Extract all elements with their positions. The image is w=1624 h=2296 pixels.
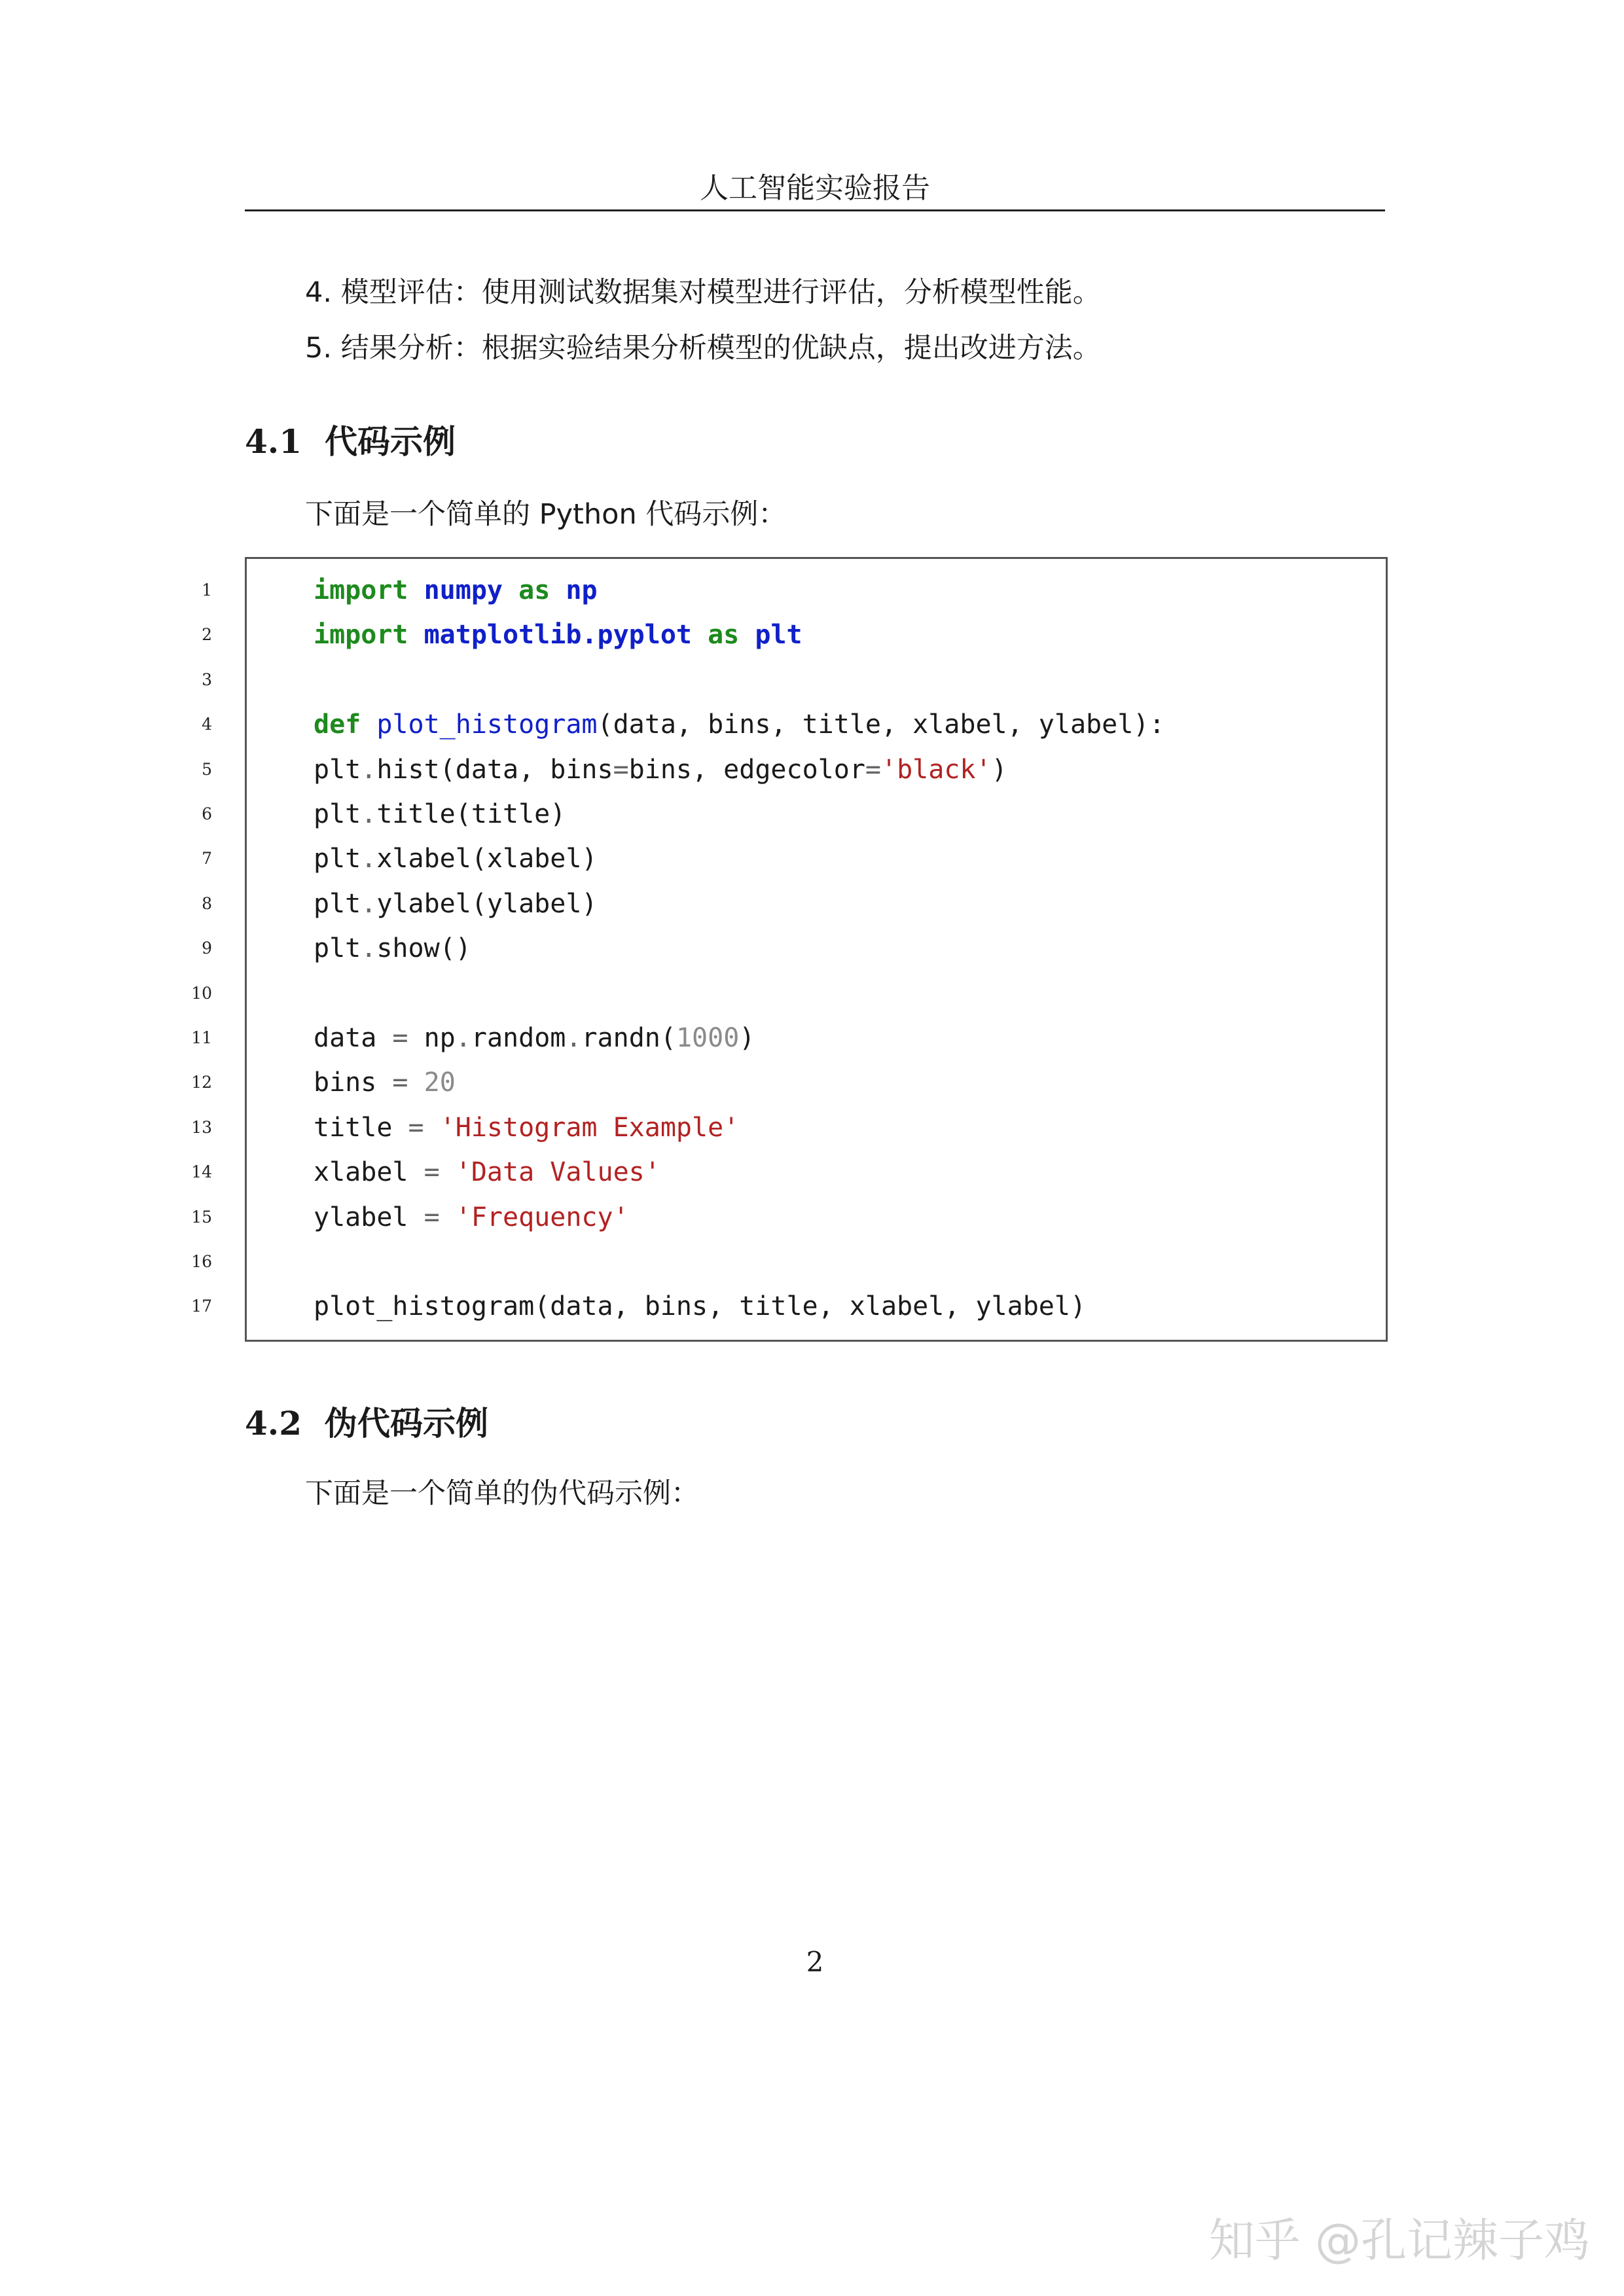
code-token: = bbox=[865, 755, 881, 785]
code-line-number: 12 bbox=[191, 1073, 212, 1092]
code-line bbox=[314, 1195, 629, 1240]
code-token: np bbox=[408, 1023, 456, 1053]
code-token: title(title) bbox=[376, 799, 566, 829]
code-line bbox=[314, 882, 598, 926]
code-line-number: 16 bbox=[191, 1252, 212, 1271]
section-title: 代码示例 bbox=[325, 423, 456, 461]
code-line-number: 11 bbox=[191, 1028, 212, 1047]
code-token: show() bbox=[376, 933, 471, 963]
code-token: def bbox=[314, 709, 361, 740]
code-token: ylabel(ylabel) bbox=[376, 889, 598, 919]
code-token: plt bbox=[314, 755, 361, 785]
code-token: np bbox=[566, 575, 598, 605]
code-token: xlabel bbox=[314, 1157, 424, 1187]
code-line-number: 3 bbox=[202, 670, 212, 689]
code-token: = bbox=[392, 1067, 408, 1098]
code-token bbox=[440, 1202, 456, 1232]
code-token: hist(data, bins bbox=[376, 755, 613, 785]
code-token: ) bbox=[991, 755, 1007, 785]
code-token: 'Data Values' bbox=[455, 1157, 660, 1187]
code-token bbox=[739, 620, 755, 650]
code-token: = bbox=[392, 1023, 408, 1053]
code-token bbox=[440, 1157, 456, 1187]
code-token: data bbox=[314, 1023, 393, 1053]
code-token: plt bbox=[314, 844, 361, 874]
code-token bbox=[408, 620, 424, 650]
code-token bbox=[692, 620, 708, 650]
code-line bbox=[314, 926, 471, 971]
code-token: random bbox=[471, 1023, 566, 1053]
code-line-number: 15 bbox=[191, 1208, 212, 1227]
code-line-number: 14 bbox=[191, 1162, 212, 1181]
section-number: 4.1 bbox=[245, 422, 302, 461]
code-token: bins, edgecolor bbox=[628, 755, 865, 785]
code-line bbox=[314, 1105, 739, 1150]
code-token: ) bbox=[739, 1023, 755, 1053]
code-token bbox=[503, 575, 518, 605]
code-token: plt bbox=[314, 933, 361, 963]
list-item-model-evaluation: 4. 模型评估：使用测试数据集对模型进行评估，分析模型性能。 bbox=[305, 276, 1101, 309]
code-token: 20 bbox=[424, 1067, 456, 1098]
code-token: title bbox=[314, 1113, 408, 1143]
code-token: import bbox=[314, 575, 408, 605]
code-token: = bbox=[424, 1202, 440, 1232]
code-token: . bbox=[361, 755, 377, 785]
code-line-number: 8 bbox=[202, 894, 212, 913]
code-line-number: 10 bbox=[191, 984, 212, 1003]
section-title: 伪代码示例 bbox=[325, 1405, 488, 1443]
section-number: 4.2 bbox=[245, 1404, 302, 1443]
code-token: = bbox=[408, 1113, 424, 1143]
code-token bbox=[424, 1113, 440, 1143]
code-token bbox=[408, 1067, 424, 1098]
code-token: numpy bbox=[424, 575, 503, 605]
code-token: 1000 bbox=[676, 1023, 740, 1053]
code-line-number: 7 bbox=[202, 849, 212, 868]
code-token: = bbox=[613, 755, 629, 785]
code-token: 'black' bbox=[881, 755, 992, 785]
section-intro-4-1: 下面是一个简单的 Python 代码示例： bbox=[305, 498, 787, 531]
code-line-number: 6 bbox=[202, 804, 212, 823]
code-token bbox=[550, 575, 566, 605]
code-token: . bbox=[361, 799, 377, 829]
section-intro-4-2: 下面是一个简单的伪代码示例： bbox=[305, 1477, 699, 1510]
code-token: (data, bins, title, xlabel, ylabel): bbox=[597, 709, 1165, 740]
code-token: . bbox=[361, 933, 377, 963]
code-line-number: 1 bbox=[202, 581, 212, 600]
code-line bbox=[314, 1060, 456, 1105]
code-token: bins bbox=[314, 1067, 393, 1098]
code-token: xlabel(xlabel) bbox=[376, 844, 598, 874]
code-token: plt bbox=[755, 620, 803, 650]
code-token: . bbox=[361, 844, 377, 874]
watermark: 知乎 @孔记辣子鸡 bbox=[1208, 2214, 1590, 2267]
code-token: 'Frequency' bbox=[455, 1202, 629, 1232]
code-line-number: 2 bbox=[202, 625, 212, 644]
code-token bbox=[361, 709, 376, 740]
header-rule bbox=[245, 209, 1385, 211]
code-token: . bbox=[361, 889, 377, 919]
section-heading-4-1 bbox=[245, 419, 456, 465]
code-token: . bbox=[566, 1023, 582, 1053]
code-line bbox=[314, 747, 1007, 792]
code-token: as bbox=[708, 620, 740, 650]
running-header: 人工智能实验报告 bbox=[700, 171, 930, 205]
code-line-number: 9 bbox=[202, 939, 212, 958]
code-token: import bbox=[314, 620, 408, 650]
code-line bbox=[314, 1284, 1086, 1329]
code-line bbox=[314, 1150, 660, 1194]
code-token: randn( bbox=[581, 1023, 676, 1053]
code-token: matplotlib.pyplot bbox=[424, 620, 692, 650]
code-line-number: 5 bbox=[202, 760, 212, 779]
page-number: 2 bbox=[806, 1946, 824, 1978]
code-token: plot_histogram bbox=[376, 709, 598, 740]
code-line-number: 13 bbox=[191, 1118, 212, 1137]
code-line-number: 17 bbox=[191, 1297, 212, 1316]
section-heading-4-2 bbox=[245, 1401, 488, 1446]
code-token: as bbox=[518, 575, 550, 605]
code-line bbox=[314, 792, 566, 836]
code-token: 'Histogram Example' bbox=[439, 1113, 740, 1143]
code-token: plt bbox=[314, 799, 361, 829]
list-item-result-analysis: 5. 结果分析：根据实验结果分析模型的优缺点，提出改进方法。 bbox=[305, 332, 1101, 365]
code-line bbox=[314, 702, 1164, 747]
code-line bbox=[314, 613, 803, 657]
code-line bbox=[314, 836, 598, 881]
code-token: plt bbox=[314, 889, 361, 919]
code-token bbox=[408, 575, 424, 605]
code-token: = bbox=[424, 1157, 440, 1187]
code-token: ylabel bbox=[314, 1202, 424, 1232]
code-line bbox=[314, 1016, 755, 1060]
code-token: . bbox=[455, 1023, 471, 1053]
code-token: plot_histogram(data, bins, title, xlabel, ylabel) bbox=[314, 1291, 1087, 1321]
code-line-number: 4 bbox=[202, 715, 212, 734]
code-line bbox=[314, 568, 598, 613]
